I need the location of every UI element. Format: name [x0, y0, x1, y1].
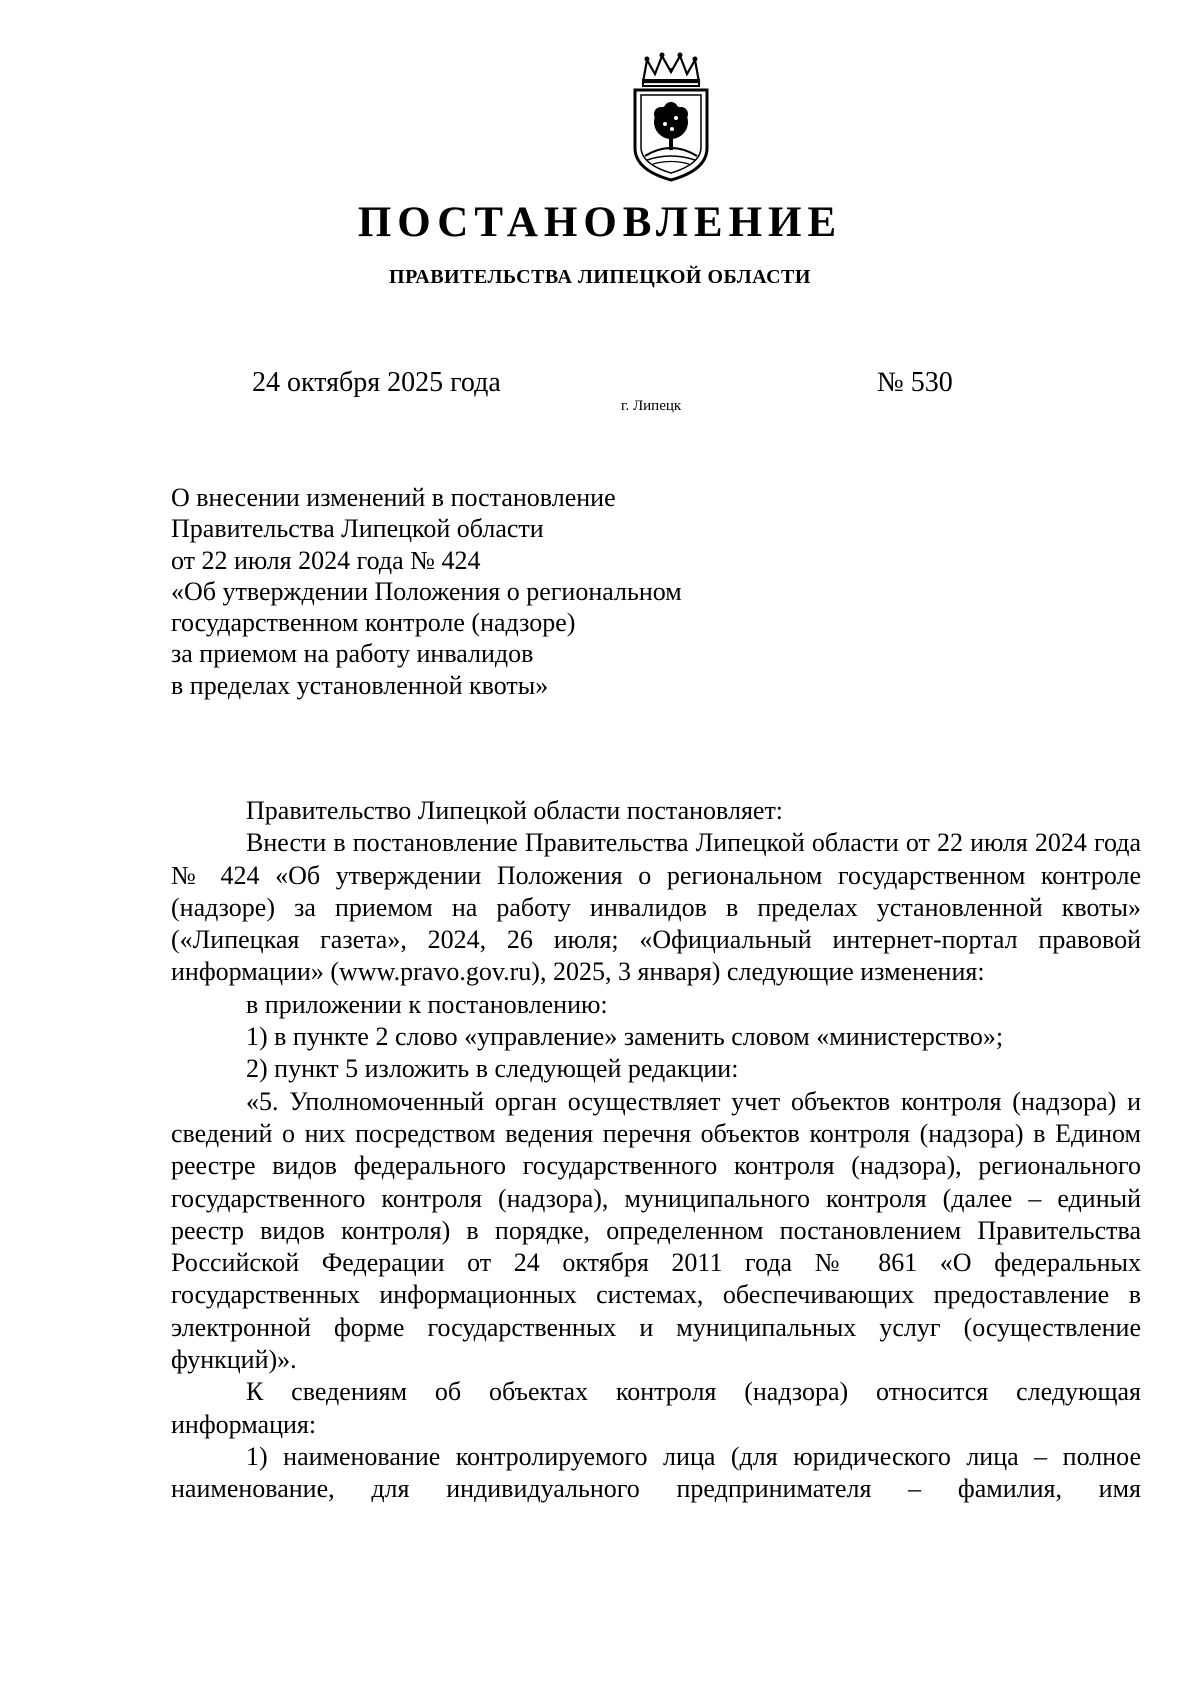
body-paragraph: в приложении к постановлению:	[246, 989, 608, 1019]
subject-line: государственном контроле (надзоре)	[171, 608, 576, 638]
document-body	[171, 795, 1141, 1506]
subject-line: Правительства Липецкой области	[171, 514, 544, 544]
document-city: г. Липецк	[621, 398, 682, 414]
document-number: № 530	[877, 367, 953, 398]
document-title: ПОСТАНОВЛЕНИЕ	[357, 199, 843, 246]
subject-line: в пределах установленной квоты»	[171, 670, 549, 700]
subject-line: за приемом на работу инвалидов	[171, 639, 534, 669]
body-paragraph: 1) наименование контролируемого лица (для юридического лица – полное наименование, для индивидуального предпринимателя – фамилия, имя	[171, 1441, 1141, 1504]
body-paragraph: 1) в пункте 2 слово «управление» заменить словом «министерство»;	[246, 1022, 1004, 1052]
body-paragraph: 2) пункт 5 изложить в следующей редакции:	[246, 1054, 739, 1084]
subject-line: от 22 июля 2024 года № 424	[171, 545, 481, 575]
document-subtitle: ПРАВИТЕЛЬСТВА ЛИПЕЦКОЙ ОБЛАСТИ	[389, 266, 811, 288]
body-paragraph: «5. Уполномоченный орган осуществляет учет объектов контроля (надзора) и сведений о них посредством ведения перечня объектов контроля (надзора) в Едином реестре видов федерального государственного контроля (надзора), регионального государственного контроля (надзора), муниципального контроля (далее – единый реестр видов контроля) в порядке, определенном постановлением Правительства Российской Федерации от 24 октября 2011 года № 861 «О федеральных государственных информационных системах, обеспечивающих предоставление в электронной форме государственных и муниципальных услуг (осуществление функций)».	[171, 1086, 1141, 1375]
body-paragraph: Внести в постановление Правительства Липецкой области от 22 июля 2024 года № 424 «Об утверждении Положения о региональном государственном контроле (надзоре) за приемом на работу инвалидов в пределах установленной квоты» («Липецкая газета», 2024, 26 июля; «Официальный интернет-портал правовой информации» (www.pravo.gov.ru), 2025, 3 января) следующие изменения:	[171, 828, 1141, 987]
subject-line: О внесении изменений в постановление	[171, 483, 616, 512]
coat-of-arms-icon	[629, 52, 713, 184]
body-paragraph: К сведениям об объектах контроля (надзора) относится следующая информация:	[171, 1377, 1141, 1439]
document-subject	[171, 482, 791, 701]
body-paragraph: Правительство Липецкой области постановляет:	[246, 796, 784, 825]
document-date: 24 октября 2025 года	[252, 367, 501, 398]
subject-line: «Об утверждении Положения о региональном	[171, 576, 682, 606]
